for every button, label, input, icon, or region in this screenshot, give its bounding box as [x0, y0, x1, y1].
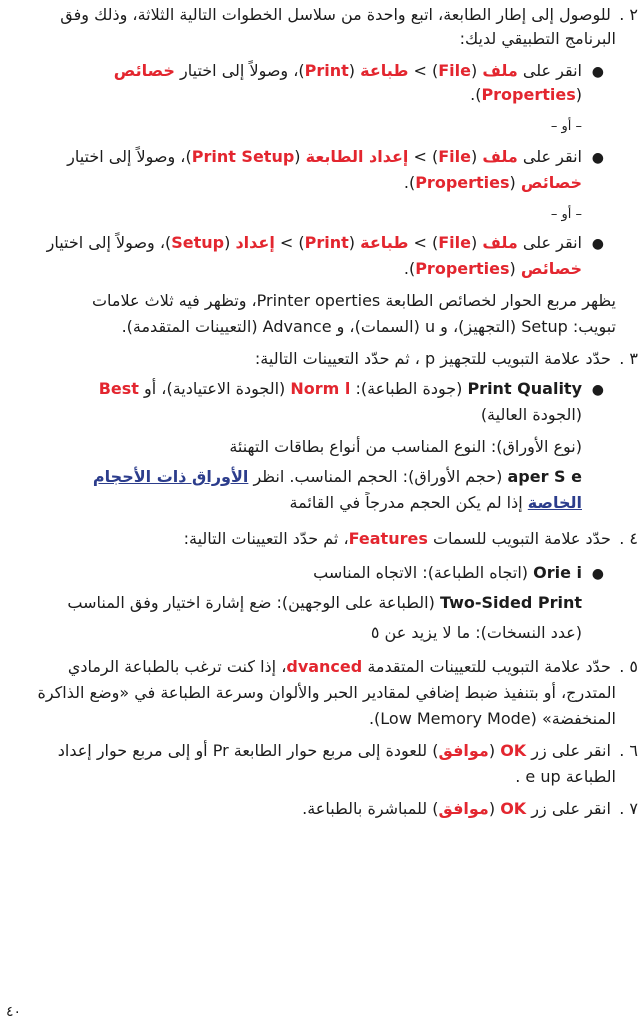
text: ( — [488, 799, 496, 818]
menu-print-setup-ar: إعداد الطابعة — [305, 147, 409, 166]
text: (الجودة الاعتيادية)، أو — [144, 379, 286, 398]
text: انقر على — [522, 61, 582, 80]
text: )، وصولاً إلى اختيار — [180, 61, 305, 80]
special-sizes-link-cont[interactable]: الخاصة — [527, 493, 582, 512]
step-5-line-2: المتدرج، أو بتنفيذ ضبط إضافي لمقادير الحبر والألوان وسرعة الطباعة في «وضع الذاكرة — [37, 683, 616, 702]
text: أو إلى مربع حوار إعداد — [57, 741, 208, 760]
menu-setup-en: Setup — [171, 233, 225, 252]
step-number: ٤ . — [619, 529, 638, 548]
paper-size-line-2 — [4, 492, 582, 514]
print-quality-line-2: (الجودة العالية) — [480, 405, 582, 424]
setting-orientation: Orie i — [533, 563, 582, 582]
text: ) للمباشرة بالطباعة. — [302, 799, 439, 818]
option-best: Best — [98, 379, 139, 398]
menu-file-en: File — [438, 61, 471, 80]
menu-print-ar: طباعة — [360, 61, 409, 80]
option-3-line-1 — [4, 232, 582, 254]
menu-file-ar: ملف — [482, 233, 518, 252]
or-separator: – أو – — [550, 207, 582, 222]
text: ( — [294, 147, 301, 166]
properties-dialog-paragraph-cont: تبويب: Setup (التجهيز)، و u (السمات)، و Advance (التعيينات المتقدمة). — [121, 317, 616, 336]
text: انقر على زر — [531, 799, 611, 818]
text: انقر على زر — [531, 741, 611, 760]
step-6-line-2: الطباعة e up . — [515, 767, 616, 786]
text: ( — [488, 741, 496, 760]
text: حدّد علامة التبويب للسمات — [432, 529, 611, 548]
step-2-intro: للوصول إلى إطار الطابعة، اتبع واحدة من سلاسل الخطوات التالية الثلاثة، وذلك وفق — [60, 5, 611, 24]
menu-properties-en: Properties — [481, 85, 576, 104]
text: ( — [348, 233, 356, 252]
step-4-line-1 — [4, 528, 638, 550]
step-number: ٢ . — [619, 5, 638, 24]
text: ، إذا كنت ترغب بالطباعة الرمادي — [67, 657, 287, 676]
tab-features: Features — [348, 529, 428, 548]
setting-print-quality: Print Quality — [467, 379, 582, 398]
menu-file-ar: ملف — [482, 61, 518, 80]
step-3-text: حدّد علامة التبويب للتجهيز p ، ثم حدّد التعيينات التالية: — [254, 349, 611, 368]
special-sizes-link[interactable]: الأوراق ذات الأحجام — [92, 467, 249, 486]
step-3-line-1 — [4, 348, 638, 370]
ok-button-ref-ar: موافق — [438, 741, 489, 760]
step-number: ٧ . — [619, 799, 638, 818]
text: ( — [470, 147, 478, 166]
step-2-line-1 — [4, 4, 638, 26]
menu-properties-ar: خصائص — [520, 259, 582, 278]
bullet: ● — [591, 150, 604, 166]
text: ) > — [413, 61, 439, 80]
option-1-line-1 — [4, 60, 582, 82]
copies-line: (عدد النسخات): ما لا يزيد عن ٥ — [370, 623, 582, 642]
text: انقر على — [522, 233, 582, 252]
step-5-line-1 — [4, 656, 638, 678]
text: ( — [470, 61, 478, 80]
text: (حجم الأوراق): الحجم المناسب. انظر — [253, 467, 503, 486]
text: ) > — [413, 147, 439, 166]
text: ). — [403, 259, 416, 278]
menu-print-setup-en: Print Setup — [191, 147, 295, 166]
ok-button-ref: OK — [500, 741, 527, 760]
text: ) > — [279, 233, 305, 252]
orientation-line — [4, 562, 582, 584]
menu-file-ar: ملف — [482, 147, 518, 166]
page-number: ٤٠ — [6, 1004, 22, 1020]
menu-file-en: File — [438, 147, 471, 166]
or-separator: – أو – — [550, 119, 582, 134]
step-2-line-2 — [4, 28, 616, 50]
paper-type-line: (نوع الأوراق): النوع المناسب من أنواع بطاقات التهنئة — [229, 437, 582, 456]
ok-button-ref: OK — [500, 799, 527, 818]
text: ) > — [413, 233, 439, 252]
step-5-line-3: المنخفضة» (Low Memory Mode). — [368, 709, 616, 728]
bullet: ● — [591, 64, 604, 80]
text: (الطباعة على الوجهين): ضع إشارة اختيار وفق المناسب — [67, 593, 435, 612]
step-number: ٥ . — [619, 657, 638, 676]
text: إذا لم يكن الحجم مدرجاً في القائمة — [289, 493, 523, 512]
menu-properties-en: Properties — [415, 259, 510, 278]
bullet: ● — [591, 566, 604, 582]
menu-print-en: Print — [304, 233, 349, 252]
text: ( — [470, 233, 478, 252]
print-quality-line — [4, 378, 582, 400]
text: (جودة الطباعة): — [355, 379, 463, 398]
menu-properties-en: Properties — [415, 173, 510, 192]
text: ( — [348, 61, 356, 80]
option-normal: Norm l — [290, 379, 351, 398]
tab-advanced: dvanced — [286, 657, 363, 676]
text: ). — [470, 85, 482, 104]
step-7-line-1 — [4, 798, 638, 820]
bullet: ● — [591, 382, 604, 398]
step-number: ٦ . — [619, 741, 638, 760]
menu-setup-ar: إعداد — [235, 233, 275, 252]
text: ( — [509, 173, 516, 192]
option-2-line-2 — [4, 172, 582, 194]
ok-button-ref-ar: موافق — [438, 799, 489, 818]
text: ) للعودة إلى مربع حوار الطابعة — [233, 741, 439, 760]
text: )، وصولاً إلى اختيار — [46, 233, 172, 252]
menu-properties-ar: خصائص — [520, 173, 582, 192]
text: حدّد علامة التبويب للتعيينات المتقدمة — [367, 657, 611, 676]
text: )، وصولاً إلى اختيار — [67, 147, 192, 166]
text: ، ثم حدّد التعيينات التالية: — [183, 529, 349, 548]
option-1-line-2 — [4, 84, 582, 106]
setting-two-sided-print: Two-Sided Print — [439, 593, 582, 612]
text: انقر على — [522, 147, 582, 166]
step-number: ٣ . — [619, 349, 638, 368]
text: ( — [509, 259, 516, 278]
menu-print-en: Print — [304, 61, 349, 80]
menu-file-en: File — [438, 233, 471, 252]
text: ( — [575, 85, 582, 104]
properties-dialog-paragraph: يظهر مربع الحوار لخصائص الطابعة Printer operties، وتظهر فيه ثلاث علامات — [91, 291, 616, 310]
menu-properties-ar: خصائص — [113, 61, 175, 80]
option-2-line-1 — [4, 146, 582, 168]
text: Pr — [212, 741, 229, 760]
bullet: ● — [591, 236, 604, 252]
setting-paper-size: aper S e — [507, 467, 582, 486]
paper-size-line — [4, 466, 582, 488]
step-6-line-1 — [4, 740, 638, 762]
menu-print-ar: طباعة — [360, 233, 409, 252]
text: ). — [403, 173, 416, 192]
step-2-intro-cont: البرنامج التطبيقي لديك: — [459, 29, 616, 48]
two-sided-line — [4, 592, 582, 614]
option-3-line-2 — [4, 258, 582, 280]
text: ( — [224, 233, 231, 252]
text: (اتجاه الطباعة): الاتجاه المناسب — [313, 563, 529, 582]
